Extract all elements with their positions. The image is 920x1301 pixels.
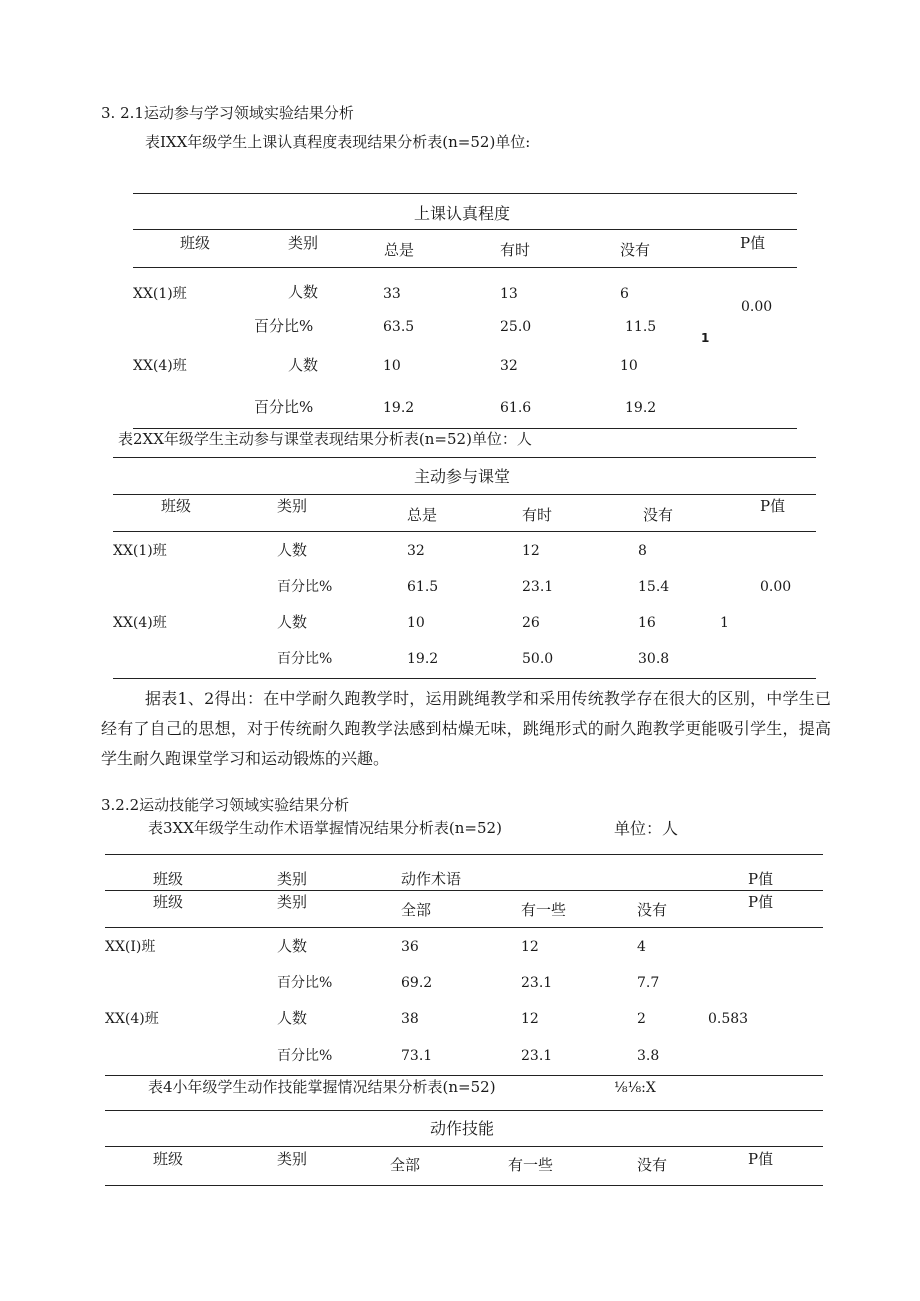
- table1-row3-v2: 32: [500, 358, 518, 374]
- table1-header-rule: [133, 267, 797, 268]
- table4-header-rule: [105, 1185, 823, 1186]
- section2-heading: 3.2.2运动技能学习领域实验结果分析: [101, 796, 350, 814]
- table3-header-rule: [105, 927, 823, 928]
- table1-group-rule: [133, 229, 797, 230]
- table4-caption: 表4小年级学生动作技能掌握情况结果分析表(n=52): [148, 1078, 496, 1096]
- table3-header-class: 班级: [153, 893, 184, 911]
- table3-header-col1: 全部: [401, 901, 432, 919]
- table2-row2-type: 百分比%: [277, 579, 333, 595]
- table3-row1-type: 人数: [277, 937, 308, 955]
- table4-header-p: P值: [748, 1150, 774, 1168]
- table2-header-rule: [113, 531, 816, 532]
- table2-row1-class: XX(1)班: [113, 543, 167, 559]
- table3-caption: 表3XX年级学生动作术语掌握情况结果分析表(n=52): [148, 819, 502, 837]
- table4-header-col2: 有一些: [508, 1156, 554, 1174]
- table3-header-type: 类别: [277, 893, 308, 911]
- table1-row2-v2: 25.0: [500, 319, 532, 335]
- table1-row1-v1: 33: [383, 286, 401, 302]
- table1-header-col2: 有时: [500, 241, 531, 259]
- table3-unit: 单位：人: [614, 819, 679, 838]
- table3-row1-v2: 12: [521, 939, 539, 955]
- table3-row3-v2: 12: [521, 1011, 539, 1027]
- table3-header1-class: 班级: [153, 870, 184, 888]
- table4-unit: ⅛⅛:X: [614, 1080, 656, 1096]
- table1-row2-type: 百分比%: [254, 317, 314, 335]
- table3-header-p: P值: [748, 893, 774, 911]
- table1-row4-v3: 19.2: [625, 400, 657, 416]
- table3-row1-class: XX(I)班: [105, 939, 156, 955]
- table1-row1-class: XX(1)班: [133, 286, 187, 302]
- table3-row1-v1: 36: [401, 939, 419, 955]
- table2-row4-v1: 19.2: [407, 651, 439, 667]
- table3-row1-v3: 4: [637, 939, 646, 955]
- table3-header-col2: 有一些: [521, 901, 567, 919]
- table2-row3-v3: 16: [638, 615, 656, 631]
- table2-row4-v3: 30.8: [638, 651, 670, 667]
- table2-bottom-rule: [113, 678, 816, 679]
- table1-p-value: 0.00: [741, 299, 773, 315]
- table1-group-header: 上课认真程度: [414, 204, 511, 223]
- table2-header-col3: 没有: [643, 506, 674, 524]
- table2-row3-v1: 10: [407, 615, 425, 631]
- table1-header-col3: 没有: [620, 241, 651, 259]
- table2-group-rule: [113, 494, 816, 495]
- section-heading: 3. 2.1运动参与学习领域实验结果分析: [101, 104, 354, 122]
- table3-row3-v3: 2: [637, 1011, 646, 1027]
- table3-p-value: 0.583: [708, 1011, 749, 1027]
- analysis-paragraph: 据表1、2得出：在中学耐久跑教学时，运用跳绳教学和采用传统教学存在很大的区别，中学生已经有了自己的思想，对于传统耐久跑教学法感到枯燥无味，跳绳形式的耐久跑教学更能吸引学生，提高学生耐久跑课堂学习和运动锻炼的兴趣。: [101, 689, 831, 768]
- table4-group-header: 动作技能: [430, 1119, 495, 1138]
- table4-header-type: 类别: [277, 1150, 308, 1168]
- table3-row2-v1: 69.2: [401, 975, 433, 991]
- table2-p-value: 0.00: [760, 579, 792, 595]
- table2-header-col1: 总是: [407, 506, 438, 524]
- table3-row4-v2: 23.1: [521, 1048, 553, 1064]
- table2-row1-type: 人数: [277, 541, 308, 559]
- table2-header-p: P值: [760, 497, 786, 515]
- table1-header-col1: 总是: [384, 241, 415, 259]
- table1-row3-class: XX(4)班: [133, 358, 187, 374]
- table1-row2-v3: 11.5: [625, 319, 657, 335]
- table2-caption: 表2XX年级学生主动参与课堂表现结果分析表(n=52)单位：人: [118, 430, 532, 448]
- table2-row2-v1: 61.5: [407, 579, 439, 595]
- table2-header-col2: 有时: [522, 506, 553, 524]
- table1-row3-v3: 10: [620, 358, 638, 374]
- table4-header-class: 班级: [153, 1150, 184, 1168]
- table2-group-header: 主动参与课堂: [414, 467, 511, 486]
- table1-row4-v2: 61.6: [500, 400, 532, 416]
- table3-row2-v2: 23.1: [521, 975, 553, 991]
- table1-header-class: 班级: [180, 234, 211, 252]
- table4-header-col3: 没有: [637, 1156, 668, 1174]
- table3-header1-type: 类别: [277, 870, 308, 888]
- table1-header-p: P值: [740, 234, 766, 252]
- table2-row2-v3: 15.4: [638, 579, 670, 595]
- table3-bottom-rule: [105, 1075, 823, 1076]
- table2-row2-v2: 23.1: [522, 579, 554, 595]
- table2-row1-v1: 32: [407, 543, 425, 559]
- table1-top-rule: [133, 193, 797, 194]
- table1-row4-type: 百分比%: [254, 398, 314, 416]
- table1-p-note: 1: [701, 331, 710, 345]
- table2-top-rule: [113, 457, 816, 458]
- table1-row3-v1: 10: [383, 358, 401, 374]
- table1-row1-v3: 6: [620, 286, 629, 302]
- table2-row1-v3: 8: [638, 543, 647, 559]
- table3-header-col3: 没有: [637, 901, 668, 919]
- table2-row3-class: XX(4)班: [113, 615, 167, 631]
- table2-row4-v2: 50.0: [522, 651, 554, 667]
- table2-p-note: 1: [720, 615, 729, 631]
- table1-row3-type: 人数: [288, 356, 319, 374]
- table3-top-rule: [105, 854, 823, 855]
- table4-header-col1: 全部: [390, 1156, 421, 1174]
- table4-top-rule: [105, 1110, 823, 1111]
- table1-bottom-rule: [133, 428, 797, 429]
- table1-row4-v1: 19.2: [383, 400, 415, 416]
- table2-row4-type: 百分比%: [277, 651, 333, 667]
- table3-group-rule: [105, 890, 823, 891]
- table2-row3-type: 人数: [277, 613, 308, 631]
- table2-header-type: 类别: [277, 497, 308, 515]
- table1-row2-v1: 63.5: [383, 319, 415, 335]
- table3-row3-type: 人数: [277, 1009, 308, 1027]
- table3-row3-class: XX(4)班: [105, 1011, 159, 1027]
- table1-caption: 表IXX年级学生上课认真程度表现结果分析表(n=52)单位:: [145, 133, 531, 151]
- table3-row2-type: 百分比%: [277, 975, 333, 991]
- table3-row4-v3: 3.8: [637, 1048, 660, 1064]
- table2-row3-v2: 26: [522, 615, 540, 631]
- table3-row4-type: 百分比%: [277, 1048, 333, 1064]
- table2-header-class: 班级: [161, 497, 192, 515]
- table1-row1-type: 人数: [288, 283, 319, 301]
- table3-row4-v1: 73.1: [401, 1048, 433, 1064]
- table3-row3-v1: 38: [401, 1011, 419, 1027]
- table3-row2-v3: 7.7: [637, 975, 660, 991]
- table3-header1-p: P值: [748, 870, 774, 888]
- table3-group-header: 动作术语: [401, 870, 462, 888]
- table1-header-type: 类别: [288, 234, 319, 252]
- table4-group-rule: [105, 1146, 823, 1147]
- table2-row1-v2: 12: [522, 543, 540, 559]
- table1-row1-v2: 13: [500, 286, 518, 302]
